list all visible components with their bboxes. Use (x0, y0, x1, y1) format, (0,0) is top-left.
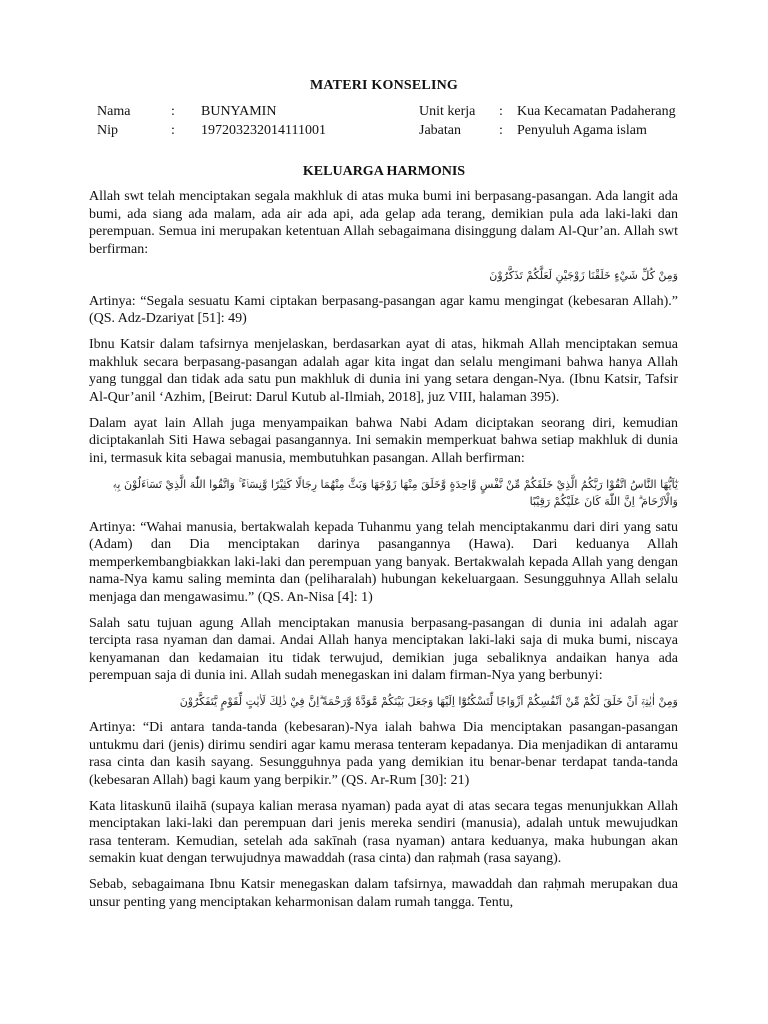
paragraph: Artinya: “Wahai manusia, bertakwalah kepada Tuhanmu yang telah menciptakanmu dari diri yang satu (Adam) dan Dia menciptakan darinya pasangannya (Hawa). Dari keduanya Allah memperkembangbiakkan laki-laki dan perempuan yang banyak. Bertakwalah kepada Allah yang dengan nama-Nya kamu saling meminta dan (peliharalah) hubungan kekeluargaan. Sesungguhnya Allah selalu menjaga dan mengawasimu.” (QS. An-Nisa [4]: 1) (89, 519, 678, 605)
colon: : (499, 123, 503, 138)
colon: : (171, 123, 175, 138)
jabatan-value: Penyuluh Agama islam (517, 123, 647, 138)
colon: : (499, 104, 503, 119)
paragraph: Allah swt telah menciptakan segala makhluk di atas muka bumi ini berpasang-pasangan. Ada langit ada bumi, ada siang ada malam, ada air ada api, ada gelap ada terang, demikian pula ada laki-laki dan perempuan. Semua ini merupakan ketentuan Allah sebagaimana disinggung dalam Al-Qur’an. Allah swt berfirman: (89, 189, 678, 257)
nama-value: BUNYAMIN (201, 104, 277, 119)
paragraph: Sebab, sebagaimana Ibnu Katsir menegaskan dalam tafsirnya, mawaddah dan raḥmah merupakan dua unsur penting yang menciptakan keharmonisan dalam rumah tangga. Tentu, (89, 877, 678, 910)
info-row-1 (97, 102, 697, 121)
identity-block (97, 102, 697, 140)
arabic-verse: يٰٓاَيُّهَا النَّاسُ اتَّقُوْا رَبَّكُمُ الَّذِيْ خَلَقَكُمْ مِّنْ نَّفْسٍ وَّاحِدَةٍ وَّخَلَقَ مِنْهَا زَوْجَهَا وَبَثَّ مِنْهُمَا رِجَالًا كَثِيْرًا وَّنِسَاۤءً ۚ وَاتَّقُوا اللّٰهَ الَّذِيْ تَسَاۤءَلُوْنَ بِهٖ وَالْاَرْحَامَ ۗ اِنَّ اللّٰهَ كَانَ عَلَيْكُمْ رَقِيْبًا (112, 477, 678, 508)
nama-label: Nama (97, 104, 131, 119)
paragraph: Artinya: “Di antara tanda-tanda (kebesaran)-Nya ialah bahwa Dia menciptakan pasangan-pasangan untukmu dari (jenis) dirimu sendiri agar kamu merasa tenteram kepadanya. Dia menjadikan di antaramu rasa cinta dan kasih sayang. Sesungguhnya pada yang demikian itu benar-benar terdapat tanda-tanda (kebesaran Allah) bagi kaum yang berpikir.” (QS. Ar-Rum [30]: 21) (89, 720, 678, 788)
paragraph: Artinya: “Segala sesuatu Kami ciptakan berpasang-pasangan agar kamu mengingat (kebesaran Allah).” (QS. Adz-Dzariyat [51]: 49) (89, 293, 678, 326)
colon: : (171, 104, 175, 119)
arabic-verse: وَمِنْ اٰيٰتِهٖٓ اَنْ خَلَقَ لَكُمْ مِّنْ اَنْفُسِكُمْ اَزْوَاجًا لِّتَسْكُنُوْٓا اِلَيْهَا وَجَعَلَ بَيْنَكُمْ مَّوَدَّةً وَّرَحْمَةً ۗاِنَّ فِيْ ذٰلِكَ لَاٰيٰتٍ لِّقَوْمٍ يَّتَفَكَّرُوْنَ (179, 695, 678, 708)
section-title: KELUARGA HARMONIS (302, 164, 466, 179)
paragraph: Salah satu tujuan agung Allah menciptakan manusia berpasang-pasangan di dunia ini adalah agar tercipta rasa nyaman dan damai. Andai Allah hanya menciptakan laki-laki saja di muka bumi, niscaya kenyamanan dan kedamaian itu tidak terwujud, demikian juga sebaliknya andaikan hanya ada perempuan saja di dunia ini. Allah sudah menegaskan ini dalam firman-Nya yang berbunyi: (89, 615, 678, 683)
document-body (89, 188, 678, 920)
unit-value: Kua Kecamatan Padaherang (517, 104, 676, 119)
info-row-2 (97, 121, 697, 140)
paragraph: Dalam ayat lain Allah juga menyampaikan bahwa Nabi Adam diciptakan seorang diri, kemudian diciptakanlah Siti Hawa sebagai pasangannya. Ini semakin memperkuat bahwa setiap makhluk di dunia ini, termasuk kita sebagai manusia, membutuhkan pasangan. Allah berfirman: (89, 415, 678, 466)
paragraph: Ibnu Katsir dalam tafsirnya menjelaskan, berdasarkan ayat di atas, hikmah Allah menciptakan semua makhluk secara berpasang-pasangan adalah agar kita ingat dan selalu mengimani bahwa hanya Allah yang tunggal dan tidak ada satu pun makhluk di dunia ini yang setara dengan-Nya. (Ibnu Katsir, Tafsir Al-Qur’anil ‘Azhim, [Beirut: Darul Kutub al-Ilmiah, 2018], juz VIII, halaman 395). (89, 337, 678, 405)
nip-value: 197203232014111001 (201, 123, 326, 138)
arabic-verse: وَمِنْ كُلِّ شَيْءٍ خَلَقْنَا زَوْجَيْنِ لَعَلَّكُمْ تَذَكَّرُوْنَ (489, 268, 678, 282)
nip-label: Nip (97, 123, 118, 138)
jabatan-label: Jabatan (419, 123, 461, 138)
document-title: MATERI KONSELING (309, 78, 459, 93)
paragraph: Kata litaskunū ilaihā (supaya kalian merasa nyaman) pada ayat di atas secara tegas menunjukkan Allah menciptakan laki-laki dan perempuan dari jenis mereka sendiri (manusia), adalah untuk mewujudkan rasa tenteram. Kemudian, setelah ada sakīnah (rasa nyaman) antara keduanya, maka hubungan akan semakin kuat dengan terwujudnya mawaddah (rasa cinta) dan raḥmah (rasa sayang). (89, 798, 678, 866)
unit-label: Unit kerja (419, 104, 476, 119)
